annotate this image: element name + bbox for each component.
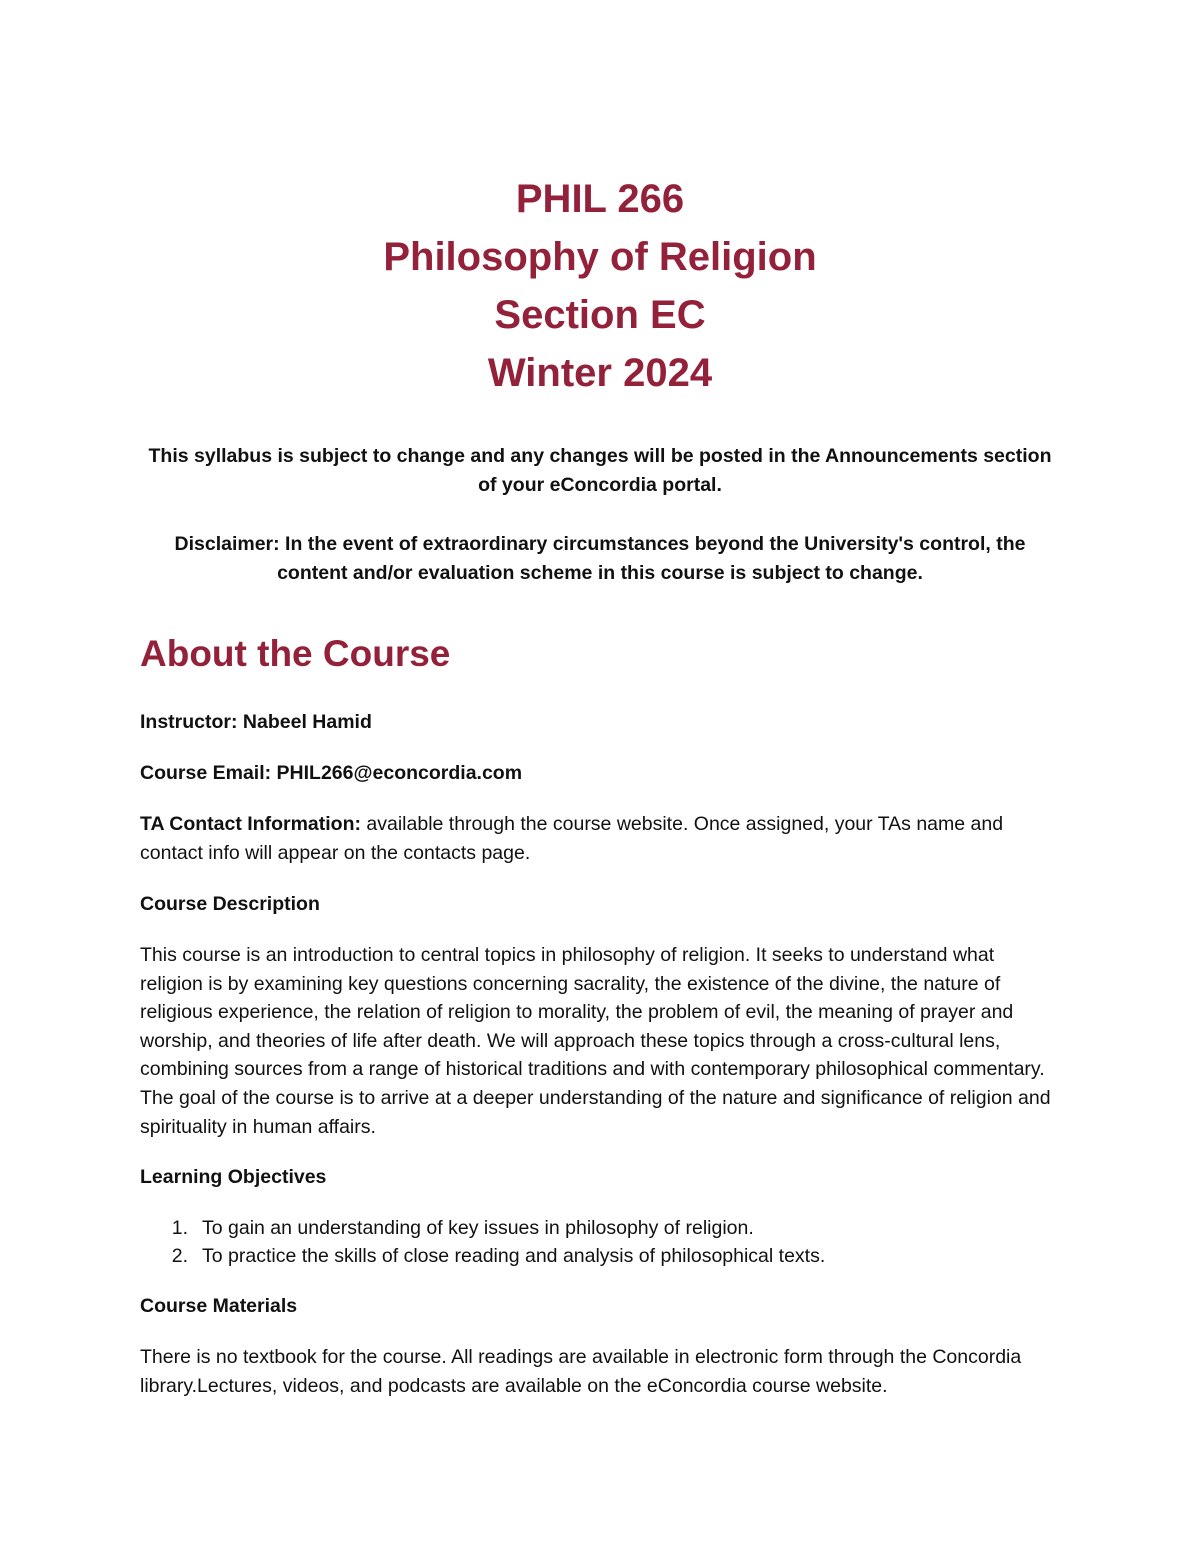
course-description-heading: Course Description: [140, 893, 320, 915]
course-title-block: [140, 0, 1060, 402]
ta-contact-line: [140, 810, 1060, 868]
instructor-line: [140, 708, 1060, 737]
about-course-heading: About the Course: [140, 633, 451, 674]
course-email-line: [140, 759, 1060, 788]
learning-objectives-heading: Learning Objectives: [140, 1166, 327, 1189]
ta-contact-value: available through the course website. Once assigned, your TAs name and contact info will appear on the contacts page.: [140, 813, 1004, 864]
course-email-label: Course Email:: [140, 762, 272, 784]
course-materials-heading: Course Materials: [140, 1295, 298, 1318]
list-item-number: 1.: [171, 1217, 188, 1240]
list-item-text: To gain an understanding of key issues in philosophy of religion.: [202, 1217, 754, 1240]
course-email-value: PHIL266@econcordia.com: [276, 762, 523, 784]
course-description-text: This course is an introduction to central topics in philosophy of religion. It seeks to understand what religion is by examining key questions concerning sacrality, the existence of the divine, the nature of religious experience, the relation of religion to morality, the problem of evil, the meaning of prayer and worship, and theories of life after death. We will approach these topics through a cross-cultural lens, combining sources from a range of historical traditions and with contemporary philosophical commentary. The goal of the course is to arrive at a deeper understanding of the nature and significance of religion and spirituality in human affairs.: [140, 944, 1051, 1138]
course-name: Philosophy of Religion: [383, 235, 817, 279]
course-term: Winter 2024: [487, 351, 713, 395]
list-item: [140, 1242, 1060, 1270]
syllabus-change-notice: This syllabus is subject to change and any changes will be posted in the Announcements section of your eConcordia portal.: [148, 445, 1052, 496]
list-item-text: To practice the skills of close reading and analysis of philosophical texts.: [202, 1245, 826, 1268]
disclaimer-notice: Disclaimer: In the event of extraordinary circumstances beyond the University's control, the content and/or evaluation scheme in this course is subject to change.: [174, 533, 1026, 584]
course-code: PHIL 266: [515, 177, 685, 221]
course-materials-text: There is no textbook for the course. All readings are available in electronic form through the Concordia library.Lectures, videos, and podcasts are available on the eConcordia course website.: [140, 1346, 1022, 1397]
learning-objectives-list: [140, 1214, 1060, 1270]
instructor-label: Instructor:: [140, 711, 238, 733]
list-item-number: 2.: [171, 1245, 188, 1268]
course-section: Section EC: [494, 293, 706, 337]
list-item: [140, 1214, 1060, 1242]
ta-contact-label: TA Contact Information:: [140, 813, 361, 835]
instructor-name: Nabeel Hamid: [242, 711, 372, 733]
